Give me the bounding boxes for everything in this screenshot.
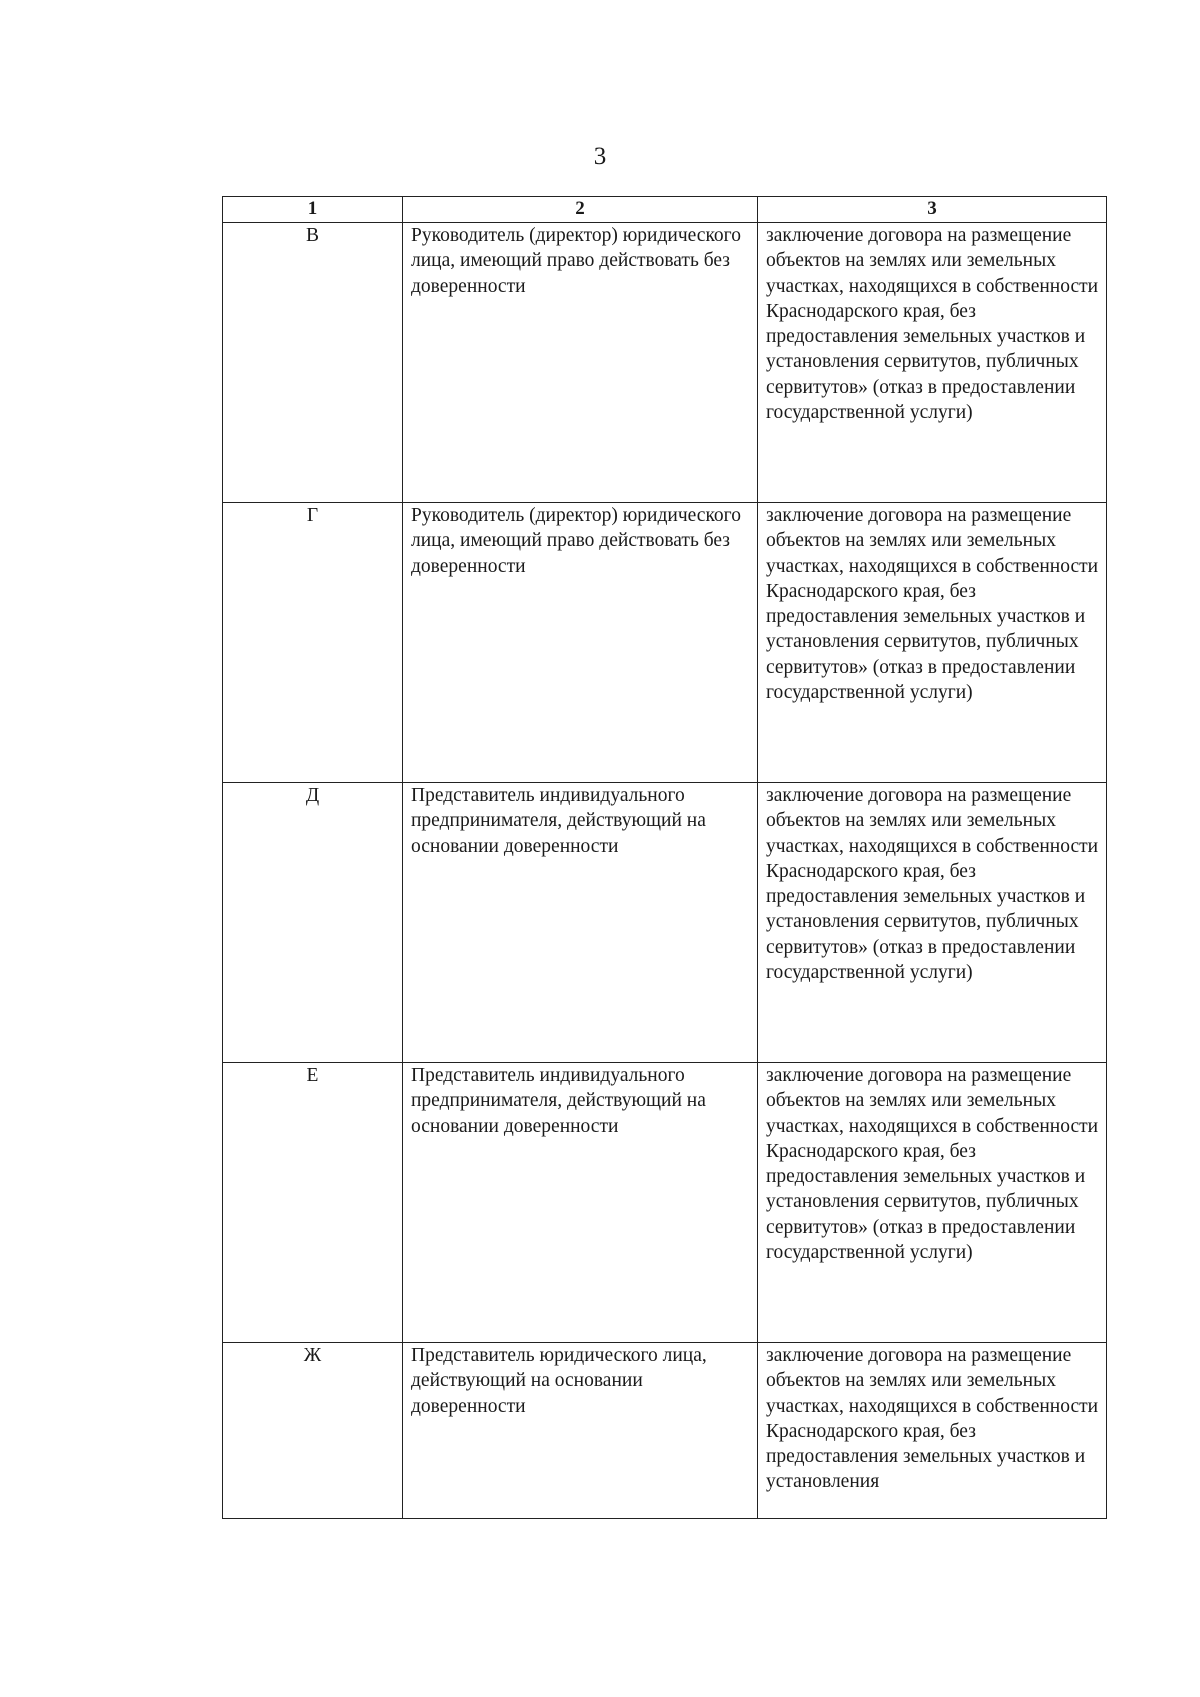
table-row (223, 223, 1107, 503)
description-cell: заключение договора на размещение объектов на землях или земельных участках, находящихся в собственности Краснодарского края, без предоставления земельных участков и установления сервитутов, публичных сервитутов» (отказ в предоставлении государственной услуги) (758, 503, 1107, 783)
table-row (223, 783, 1107, 1063)
applicant-table (222, 196, 1107, 1519)
description-cell: заключение договора на размещение объектов на землях или земельных участках, находящихся в собственности Краснодарского края, без предоставления земельных участков и установления сервитутов, публичных сервитутов» (отказ в предоставлении государственной услуги) (758, 783, 1107, 1063)
applicant-cell: Представитель индивидуального предпринимателя, действующий на основании доверенности (403, 783, 758, 1063)
row-letter: Е (223, 1063, 403, 1343)
row-letter: Д (223, 783, 403, 1063)
column-header-2: 2 (403, 197, 758, 223)
description-cell: заключение договора на размещение объектов на землях или земельных участках, находящихся в собственности Краснодарского края, без предоставления земельных участков и установления сервитутов, публичных сервитутов» (отказ в предоставлении государственной услуги) (758, 1063, 1107, 1343)
applicant-cell: Руководитель (директор) юридического лица, имеющий право действовать без доверенности (403, 223, 758, 503)
row-letter: Г (223, 503, 403, 783)
table-header-row (223, 197, 1107, 223)
description-cell: заключение договора на размещение объектов на землях или земельных участках, находящихся в собственности Краснодарского края, без предоставления земельных участков и установления (758, 1343, 1107, 1519)
table-row (223, 1343, 1107, 1519)
table-row (223, 503, 1107, 783)
page-number: 3 (593, 143, 607, 170)
row-letter: В (223, 223, 403, 503)
applicant-cell: Представитель индивидуального предпринимателя, действующий на основании доверенности (403, 1063, 758, 1343)
description-cell: заключение договора на размещение объектов на землях или земельных участках, находящихся в собственности Краснодарского края, без предоставления земельных участков и установления сервитутов, публичных сервитутов» (отказ в предоставлении государственной услуги) (758, 223, 1107, 503)
applicant-cell: Представитель юридического лица, действующий на основании доверенности (403, 1343, 758, 1519)
applicant-cell: Руководитель (директор) юридического лица, имеющий право действовать без доверенности (403, 503, 758, 783)
column-header-1: 1 (223, 197, 403, 223)
column-header-3: 3 (758, 197, 1107, 223)
table-row (223, 1063, 1107, 1343)
row-letter: Ж (223, 1343, 403, 1519)
